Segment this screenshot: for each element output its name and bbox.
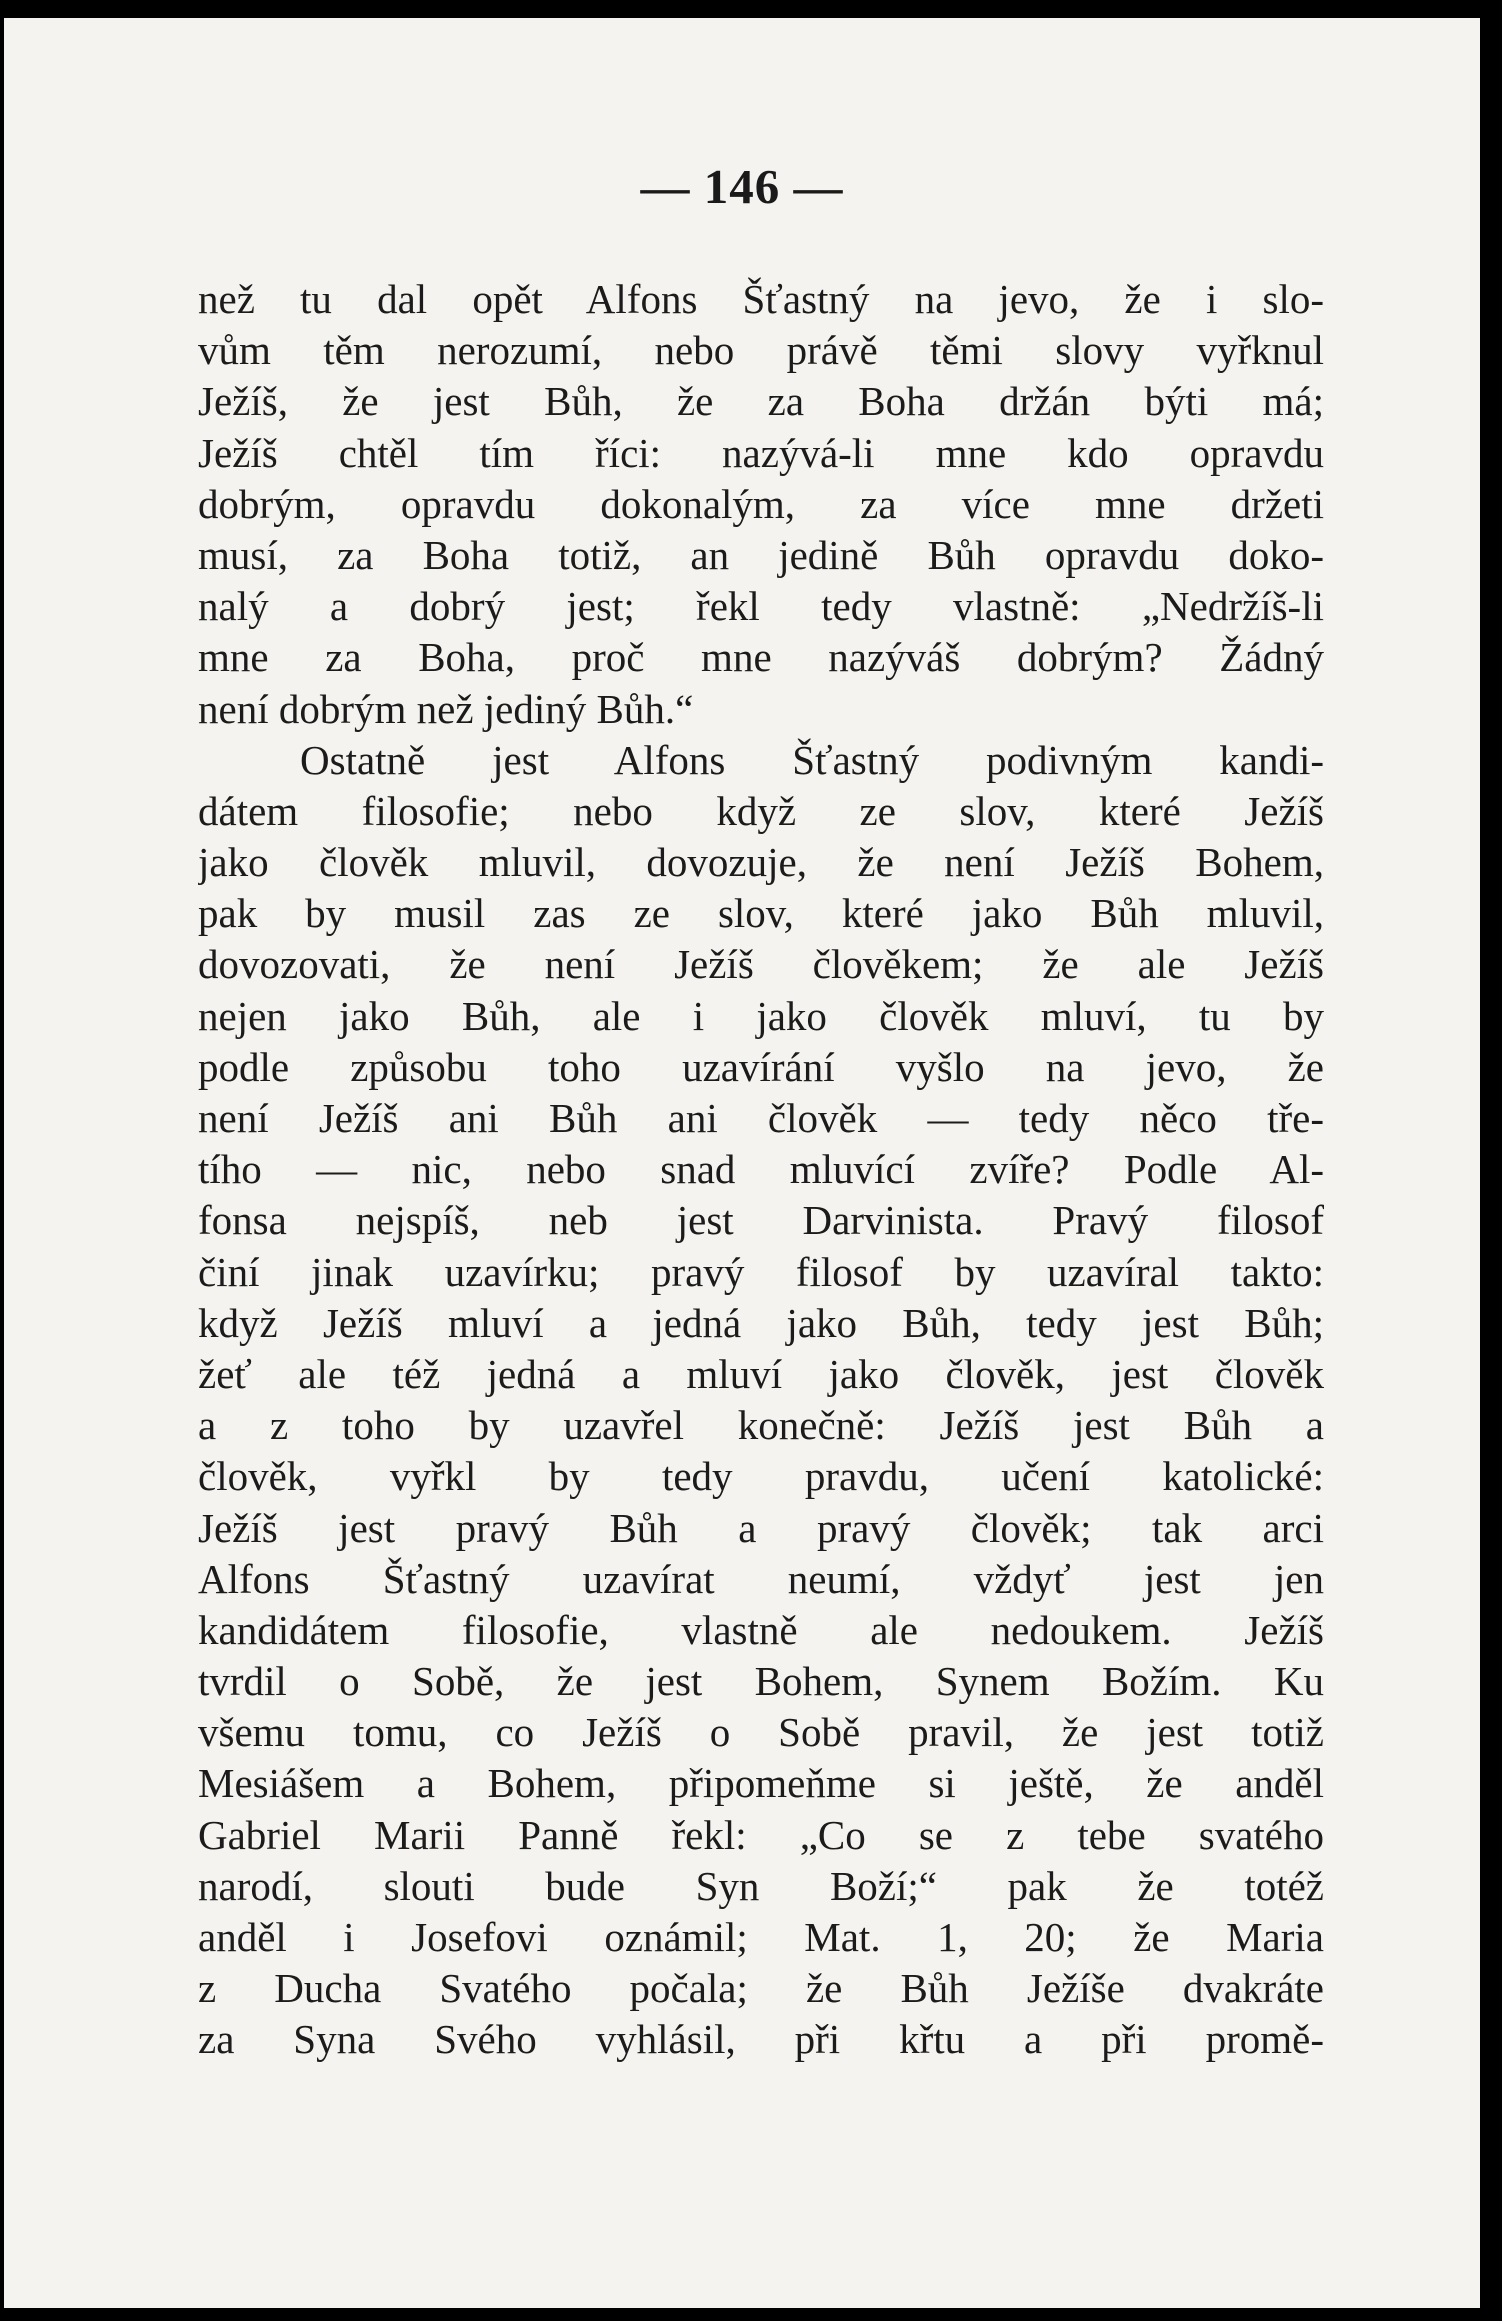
text-line: Gabriel Marii Panně řekl: „Co se z tebe svatého [198, 1811, 1324, 1858]
text-line: vům těm nerozumí, nebo právě těmi slovy vyřknul [198, 327, 1324, 374]
text-line: kandidátem filosofie, vlastně ale nedoukem. Ježíš [198, 1606, 1324, 1653]
text-line: činí jinak uzavírku; pravý filosof by uzavíral takto: [198, 1248, 1324, 1295]
text-line: nalý a dobrý jest; řekl tedy vlastně: „Nedržíš-li [198, 583, 1324, 630]
text-line: podle způsobu toho uzavírání vyšlo na jevo, že [198, 1043, 1324, 1090]
text-line: z Ducha Svatého počala; že Bůh Ježíše dvakráte [198, 1965, 1324, 2012]
text-line: není dobrým než jediný Bůh.“ [198, 685, 694, 732]
text-line: dovozovati, že není Ježíš člověkem; že ale Ježíš [198, 941, 1324, 988]
text-line: dátem filosofie; nebo když ze slov, které Ježíš [198, 787, 1324, 834]
text-line: žeť ale též jedná a mluví jako člověk, jest člověk [198, 1350, 1324, 1397]
text-line: jako člověk mluvil, dovozuje, že není Ježíš Bohem, [198, 839, 1324, 886]
text-line: narodí, slouti bude Syn Boží;“ pak že totéž [198, 1862, 1324, 1909]
text-line: Ježíš chtěl tím říci: nazývá-li mne kdo opravdu [198, 429, 1324, 476]
body-text [198, 274, 1324, 2066]
text-line: mne za Boha, proč mne nazýváš dobrým? Žádný [198, 634, 1324, 681]
text-line: Ježíš jest pravý Bůh a pravý člověk; tak arci [198, 1504, 1324, 1551]
text-line: všemu tomu, co Ježíš o Sobě pravil, že jest totiž [198, 1709, 1324, 1756]
paragraph-start-line: Ostatně jest Alfons Šťastný podivným kandi- [300, 736, 1324, 783]
text-line: Mesiášem a Bohem, připomeňme si ještě, že anděl [198, 1760, 1324, 1807]
text-line: musí, za Boha totiž, an jedině Bůh opravdu doko- [198, 531, 1324, 578]
text-line: fonsa nejspíš, neb jest Darvinista. Pravý filosof [198, 1197, 1324, 1244]
text-line: dobrým, opravdu dokonalým, za více mne držeti [198, 480, 1324, 527]
text-line: nejen jako Bůh, ale i jako člověk mluví, tu by [198, 992, 1324, 1039]
book-page [4, 18, 1480, 2308]
text-line: Ježíš, že jest Bůh, že za Boha držán býti má; [198, 378, 1324, 425]
text-line: a z toho by uzavřel konečně: Ježíš jest Bůh a [198, 1402, 1324, 1449]
text-line: tvrdil o Sobě, že jest Bohem, Synem Božím. Ku [198, 1658, 1324, 1705]
text-line: Alfons Šťastný uzavírat neumí, vždyť jest jen [198, 1555, 1324, 1602]
text-line: za Syna Svého vyhlásil, při křtu a při promě- [198, 2016, 1324, 2063]
text-line: anděl i Josefovi oznámil; Mat. 1, 20; že Maria [198, 1914, 1324, 1960]
page-number: — 146 — [640, 159, 844, 214]
text-line: není Ježíš ani Bůh ani člověk — tedy něco tře- [198, 1095, 1324, 1141]
text-line: pak by musil zas ze slov, které jako Bůh mluvil, [198, 890, 1324, 937]
text-line: než tu dal opět Alfons Šťastný na jevo, že i slo- [198, 276, 1324, 322]
text-line: když Ježíš mluví a jedná jako Bůh, tedy jest Bůh; [198, 1299, 1324, 1346]
text-line: člověk, vyřkl by tedy pravdu, učení katolické: [198, 1453, 1324, 1500]
text-line: tího — nic, nebo snad mluvící zvíře? Podle Al- [198, 1146, 1324, 1193]
